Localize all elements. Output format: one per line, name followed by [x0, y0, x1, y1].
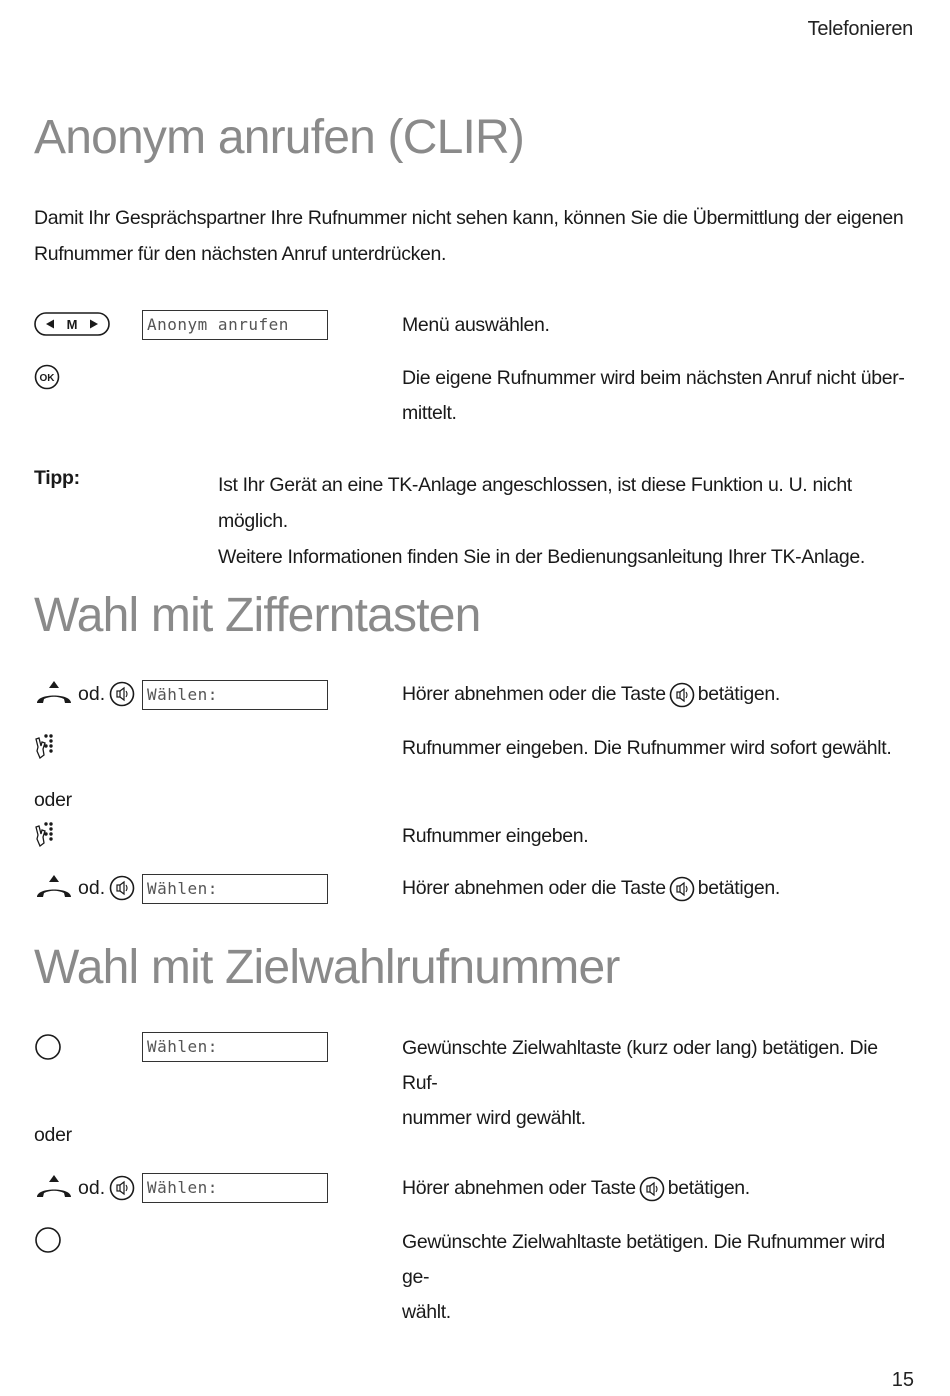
speaker-key-icon	[639, 1176, 665, 1202]
handset-or-speaker	[34, 1173, 135, 1203]
section-title-zielwahl: Wahl mit Zielwahlrufnummer	[34, 941, 620, 994]
description-text: Hörer abnehmen oder die Taste	[402, 683, 666, 705]
description-line: mittelt.	[402, 402, 457, 424]
intro-line-1: Damit Ihr Gesprächspartner Ihre Rufnummer nicht sehen kann, können Sie die Übermittlung der eigenen	[34, 207, 904, 229]
section-title-zifferntasten: Wahl mit Zifferntasten	[34, 589, 481, 642]
description-text: Hörer abnehmen oder die Taste	[402, 877, 666, 899]
lcd-display: Anonym anrufen	[142, 310, 328, 340]
tip-text	[218, 467, 918, 575]
lcd-display: Wählen:	[142, 680, 328, 710]
handset-lift-icon	[34, 873, 74, 903]
page-number: 15	[891, 1369, 914, 1391]
svg-text:OK: OK	[39, 373, 55, 384]
speaker-key-icon	[669, 876, 695, 902]
step-description: Menü auswählen.	[402, 314, 550, 336]
section1-intro	[34, 200, 924, 272]
menu-key-icon	[34, 312, 110, 336]
step-description: Rufnummer eingeben. Die Rufnummer wird sofort gewählt.	[402, 737, 892, 759]
step-description	[402, 1171, 912, 1206]
lcd-display: Wählen:	[142, 874, 328, 904]
description-line: nummer wird gewählt.	[402, 1107, 586, 1129]
intro-line-2: Rufnummer für den nächsten Anruf unterdrücken.	[34, 243, 447, 265]
description-line: Die eigene Rufnummer wird beim nächsten Anruf nicht über-	[402, 367, 905, 389]
tip-line: Ist Ihr Gerät an eine TK-Anlage angeschlossen, ist diese Funktion u. U. nicht möglich.	[218, 474, 852, 532]
or-label: od.	[78, 1176, 106, 1199]
speaker-key-icon	[109, 1175, 135, 1201]
oder-label: oder	[34, 789, 72, 811]
lcd-display: Wählen:	[142, 1173, 328, 1203]
description-text: Hörer abnehmen oder Taste	[402, 1177, 636, 1199]
handset-or-speaker	[34, 873, 135, 903]
description-text: betätigen.	[697, 877, 780, 899]
description-line: Gewünschte Zielwahltaste betätigen. Die Rufnummer wird ge-	[402, 1231, 885, 1288]
lcd-display: Wählen:	[142, 1032, 328, 1062]
keypad-input-icon	[34, 733, 56, 759]
keypad-input-icon	[34, 821, 56, 847]
svg-text:M: M	[66, 317, 78, 332]
description-line: Gewünschte Zielwahltaste (kurz oder lang) betätigen. Die Ruf-	[402, 1037, 878, 1094]
oder-label: oder	[34, 1124, 72, 1146]
speed-dial-key-icon	[34, 1226, 62, 1254]
speed-dial-key-icon	[34, 1033, 62, 1061]
handset-lift-icon	[34, 1173, 74, 1203]
handset-or-speaker	[34, 679, 135, 709]
tip-line: Weitere Informationen finden Sie in der Bedienungsanleitung Ihrer TK-Anlage.	[218, 546, 865, 568]
tip-label: Tipp:	[34, 467, 80, 489]
step-description	[402, 361, 912, 431]
speaker-key-icon	[109, 681, 135, 707]
running-header: Telefonieren	[807, 18, 913, 40]
description-text: betätigen.	[667, 1177, 750, 1199]
section-title-anonym: Anonym anrufen (CLIR)	[34, 111, 525, 164]
step-description	[402, 1225, 912, 1330]
speaker-key-icon	[669, 682, 695, 708]
handset-lift-icon	[34, 679, 74, 709]
ok-key-icon	[34, 364, 60, 390]
step-description	[402, 677, 912, 712]
or-label: od.	[78, 876, 106, 899]
speaker-key-icon	[109, 875, 135, 901]
description-text: betätigen.	[697, 683, 780, 705]
step-description	[402, 1031, 912, 1136]
description-line: wählt.	[402, 1301, 451, 1323]
step-description	[402, 871, 912, 906]
step-description: Rufnummer eingeben.	[402, 825, 589, 847]
or-label: od.	[78, 682, 106, 705]
